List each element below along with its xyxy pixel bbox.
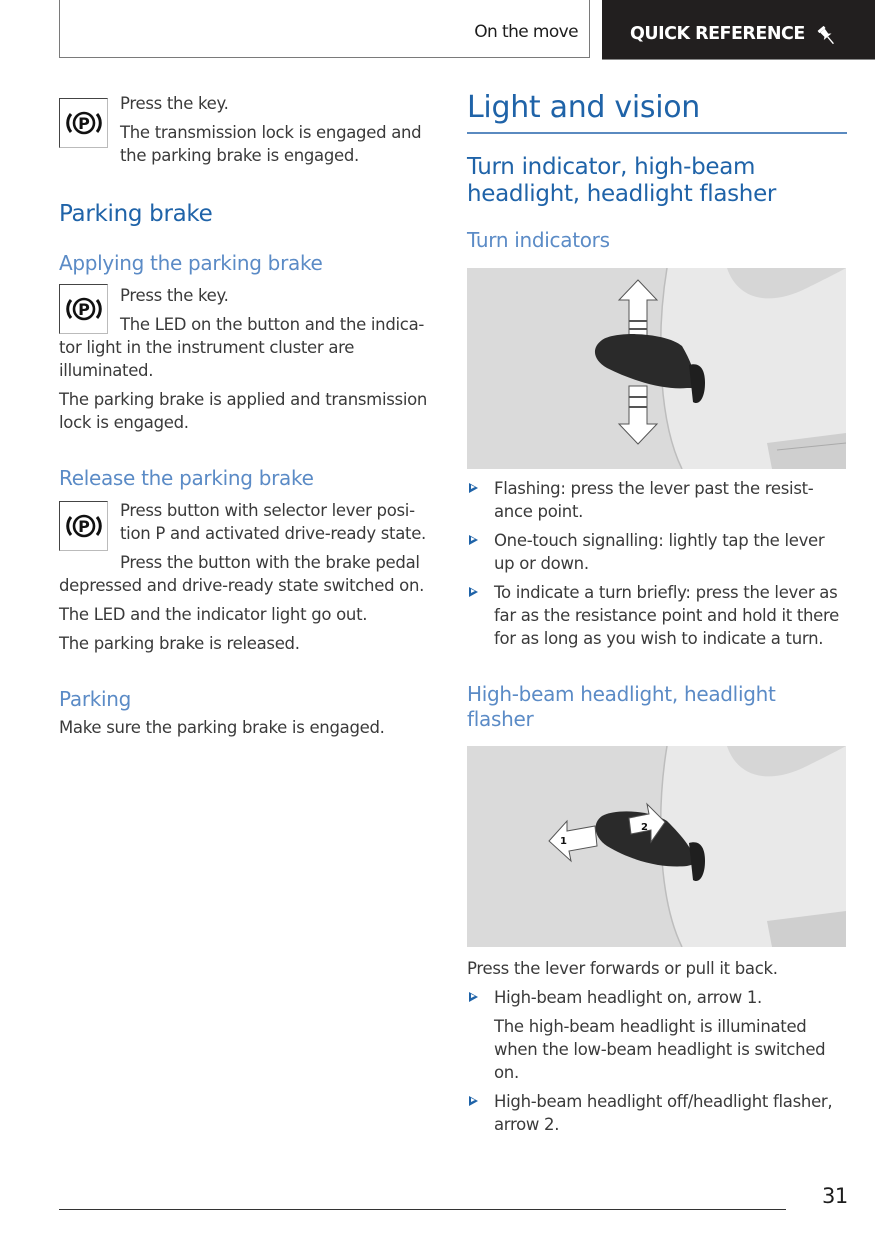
list-item [467,986,847,1084]
heading-high-beam: High-beam headlight, headlight flasher [467,682,776,731]
title-divider [467,132,847,134]
list-item [467,581,847,650]
turn-indicator-figure [467,268,846,469]
bullet-triangle-icon [469,992,478,1002]
page-title: Light and vision [467,90,701,125]
list-item [467,477,847,523]
bullet-text: One-touch signalling: lightly tap the lever up or down. [494,531,825,573]
svg-text:P: P [77,517,90,536]
parking-brake-icon [59,284,108,334]
svg-text:P: P [77,300,90,319]
bullet-triangle-icon [469,535,478,545]
heading-turn-indicators: Turn indicators [467,228,610,252]
intro-step: Press the key. [120,94,229,113]
pushpin-icon [815,24,839,48]
bullet-triangle-icon [469,483,478,493]
heading-turn-indicator-section: Turn indicator, high-beam headlight, headlight flasher [467,154,777,207]
bullet-text: Flashing: press the lever past the resist-ance point. [494,479,814,521]
section-label: On the move [474,22,578,42]
parking-brake-icon [59,98,108,148]
bullet-text: High-beam headlight off/headlight flasher, arrow 2. [494,1092,833,1134]
applying-result: The parking brake is applied and transmission lock is engaged. [59,390,428,432]
heading-release-parking-brake: Release the parking brake [59,466,314,490]
release-result-1: The LED and the indicator light go out. [59,605,368,624]
bullet-text: To indicate a turn briefly: press the lever as far as the resistance point and hold it there for as long as you wish to indicate a turn. [494,583,839,648]
bullet-text: High-beam headlight on, arrow 1. [494,988,762,1007]
quick-reference-tab[interactable] [602,0,875,60]
release-step-2: Press the button with the brake pedal depressed and drive-ready state switched on. [59,553,425,595]
bullet-note: The high-beam headlight is illuminated when the low-beam headlight is switched on. [494,1017,826,1082]
page-number: 31 [822,1184,848,1208]
applying-step: Press the key. [120,286,229,305]
intro-instruction [59,90,434,167]
applying-led-text: The LED on the button and the indica-tor light in the instrument cluster are illuminated. [59,315,425,380]
list-item [467,529,847,575]
high-beam-list [467,986,847,1136]
intro-result: The transmission lock is engaged and the parking brake is engaged. [120,123,422,165]
parking-text: Make sure the parking brake is engaged. [59,718,385,737]
right-column [467,88,847,1136]
svg-text:P: P [77,114,90,133]
left-column [59,90,434,739]
list-item [467,1090,847,1136]
svg-text:2: 2 [641,822,648,833]
high-beam-figure [467,746,846,947]
release-step-1: Press button with selector lever posi-tion P and activated drive-ready state. [120,501,427,543]
heading-parking: Parking [59,687,132,711]
heading-parking-brake: Parking brake [59,201,213,227]
footer-divider [59,1209,786,1210]
release-result-2: The parking brake is released. [59,634,300,653]
applying-instruction [59,284,434,336]
bullet-triangle-icon [469,1096,478,1106]
running-header-box [59,0,590,58]
parking-brake-icon [59,501,108,551]
quick-reference-label: QUICK REFERENCE [630,24,805,44]
bullet-triangle-icon [469,587,478,597]
heading-applying-parking-brake: Applying the parking brake [59,251,323,275]
high-beam-intro: Press the lever forwards or pull it back. [467,959,778,978]
turn-indicator-list [467,477,847,650]
release-instruction [59,499,434,545]
svg-text:1: 1 [560,836,567,847]
